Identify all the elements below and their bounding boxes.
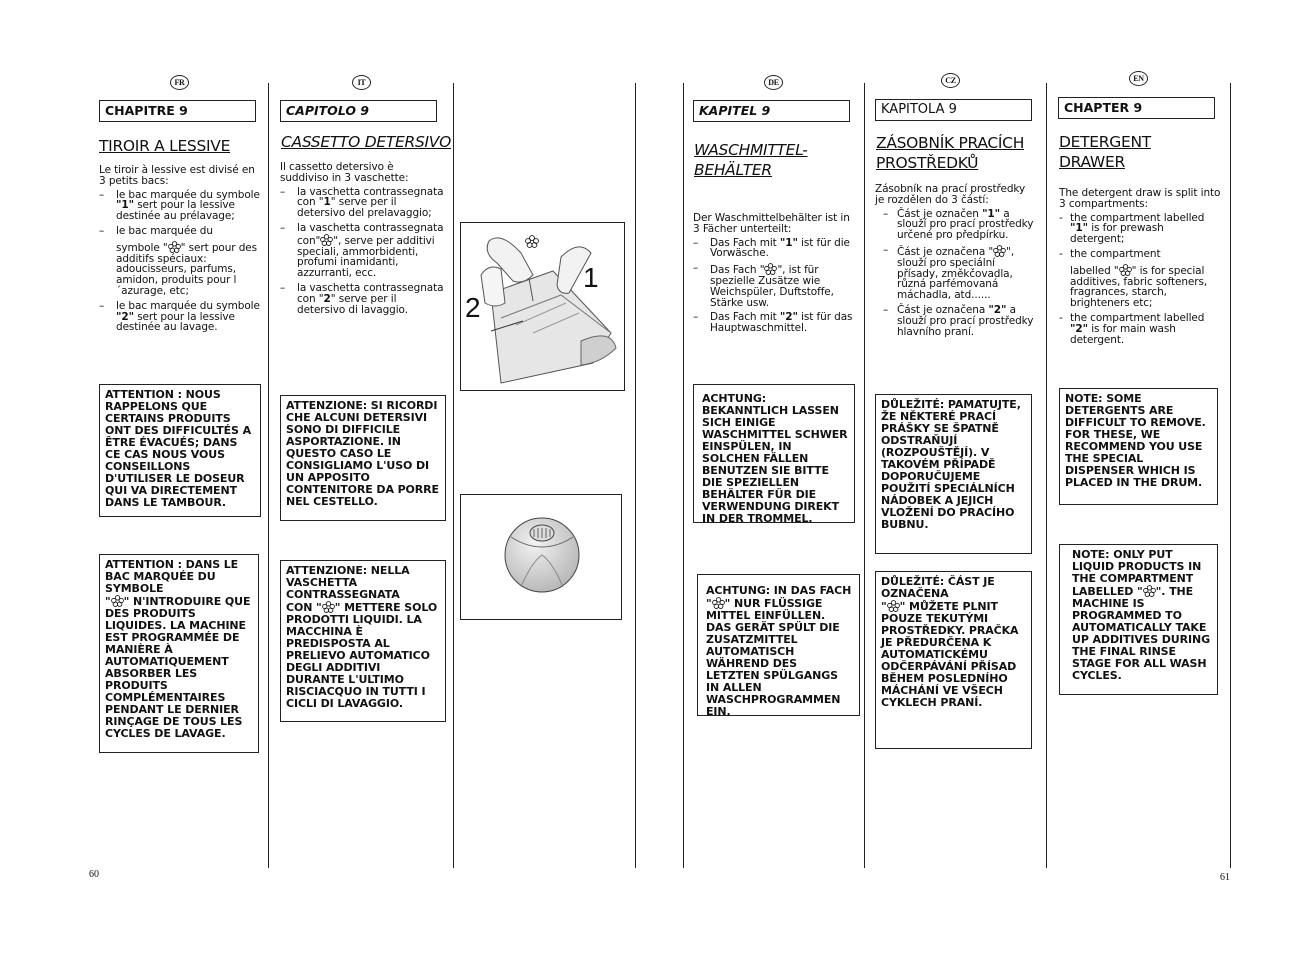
flower-symbol-icon (887, 600, 900, 612)
figure-label-2: 2 (465, 292, 481, 323)
list-item: – Das Fach " ", ist für spezielle Zusätze wie Weichspüler, Duftstoffe, Stärke usw. (693, 262, 834, 309)
chapter-heading-de: KAPITEL 9 (693, 100, 850, 122)
list-item: - the compartment labelled "2" is for main wash detergent. (1059, 311, 1205, 346)
warning-box-de-2: ACHTUNG: IN DAS FACH " " NUR FLÜSSIGE MITTEL EINFÜLLEN. DAS GERÄT SPÜLT DIE ZUSATZMITTEL AUTOMATISCH WÄHREND DES LETZTEN SPÜLGANGS IN ALLEN WASCHPROGRAMMEN EIN. (697, 574, 860, 716)
page-number-right: 61 (1220, 872, 1230, 883)
list-item: – le bac marquée du symbole "1" sert pour la lessive destinée au prélavage; (99, 188, 260, 223)
warning-box-cz-1: DŮLEŽITÉ: PAMATUJTE, ŽE NĚKTERÉ PRACÍ PRÁŠKY SE ŠPATNĚ ODSTRAŇUJÍ (ROZPOUŠTĚJÍ). V TAKOVÉM PŘÍPADĚ DOPORUČUJEME POUŽITÍ SPECIÁLNÍCH NÁDOBEK A JEJICH VLOŽENÍ DO PRACÍHO BUBNU. (875, 394, 1032, 554)
column-divider (683, 83, 684, 868)
dispenser-ball-illustration (460, 494, 622, 620)
column-divider (453, 83, 454, 868)
language-badge-en: EN (1129, 71, 1148, 86)
drawer-illustration (460, 222, 625, 391)
chapter-heading-it: CAPITOLO 9 (280, 100, 437, 122)
list-item: - the compartment labelled "1" is for prewash detergent; (1059, 211, 1205, 246)
column-divider (1046, 83, 1047, 868)
section-body-cz (875, 184, 1037, 341)
warning-box-it-2: ATTENZIONE: NELLA VASCHETTA CONTRASSEGNATA CON " " METTERE SOLO PRODOTTI LIQUIDI. LA MACCHINA È PREDISPOSTA AL PRELIEVO AUTOMATICO DEGLI ADDITIVI DURANTE L'ULTIMO RISCIACQUO IN TUTTI I CICLI DI LAVAGGIO. (280, 560, 446, 722)
list-item: – le bac marquée du symbole " " sert pour des additifs spéciaux: adoucisseurs, parfums, amidon, produits pour l´azurage, etc; (99, 224, 258, 297)
chapter-heading-fr: CHAPITRE 9 (99, 100, 256, 122)
warning-box-fr-2: ATTENTION : DANS LE BAC MARQUÉE DU SYMBOLE " " N'INTRODUIRE QUE DES PRODUITS LIQUIDES. LA MACHINE EST PROGRAMMÉE DE MANIÈRE À AUTOMATIQUEMENT ABSORBER LES PRODUITS COMPLÉMENTAIRES PENDANT LE DERNIER RINÇAGE DE TOUS LES CYCLES DE LAVAGE. (99, 554, 259, 753)
list-item: – la vaschetta contrassegnata con "1" serve per il detersivo del prelavaggio; (280, 185, 444, 220)
intro-text: Il cassetto detersivo è suddiviso in 3 vaschette: (280, 161, 409, 184)
column-divider (1230, 83, 1231, 868)
warning-box-fr-1: ATTENTION : NOUS RAPPELONS QUE CERTAINS PRODUITS ONT DES DIFFICULTÉS A ÊTRE ÉVACUÉS; DANS CE CAS NOUS VOUS CONSEILLONS D'UTILISER LE DOSEUR QUI VA DIRECTEMENT DANS LE TAMBOUR. (99, 384, 261, 517)
warning-box-en-2: NOTE: ONLY PUT LIQUID PRODUCTS IN THE COMPARTMENT LABELLED " ". THE MACHINE IS PROGRAMMED TO AUTOMATICALLY TAKE UP ADDITIVES DURING THE FINAL RINSE STAGE FOR ALL WASH CYCLES. (1059, 544, 1218, 695)
section-title-it: CASSETTO DETERSIVO (281, 133, 451, 151)
language-badge-de: DE (764, 75, 783, 90)
list-item: – Část je označena "2" a slouží pro prací prostředky hlavního praní. (883, 303, 1034, 338)
warning-box-cz-2: DŮLEŽITÉ: ČÁST JE OZNAČENA " " MŮŽETE PLNIT POUZE TEKUTÝMI PROSTŘEDKY. PRAČKA JE PŘEDURČENA K AUTOMATICKÉMU ODČERPÁVÁNÍ PŘÍSAD BĚHEM POSLEDNÍHO MÁCHÁNÍ VE VŠECH CYKLECH PRANÍ. (875, 571, 1032, 749)
section-body-fr (99, 165, 261, 337)
flower-symbol-icon (322, 601, 335, 613)
intro-text: Zásobník na prací prostředky je rozdělen do 3 částí: (875, 183, 1026, 206)
section-body-de (693, 213, 857, 338)
column-divider (268, 83, 269, 868)
list-item: - the compartment labelled " " is for special additives, fabric softeners, fragrances, starch, brighteners etc; (1059, 247, 1208, 310)
warning-box-it-1: ATTENZIONE: SI RICORDI CHE ALCUNI DETERSIVI SONO DI DIFFICILE ASPORTAZIONE. IN QUESTO CASO LE CONSIGLIAMO L'USO DI UN APPOSITO CONTENITORE DA PORRE NEL CESTELLO. (280, 395, 446, 521)
flower-symbol-icon (1143, 585, 1156, 597)
flower-symbol-icon (993, 245, 1006, 257)
page-number-left: 60 (89, 869, 99, 880)
flower-symbol-icon (111, 595, 124, 607)
list-item: – la vaschetta contrassegnata con "2" serve per il detersivo di lavaggio. (280, 281, 444, 316)
flower-symbol-icon (168, 241, 181, 253)
list-item: – le bac marquée du symbole "2" sert pour la lessive destinée au lavage. (99, 299, 260, 334)
language-badge-cz: CZ (941, 73, 960, 88)
list-item: – Das Fach mit "2" ist für das Hauptwaschmittel. (693, 311, 853, 335)
list-item: – la vaschetta contrassegnata con" ", serve per additivi speciali, ammorbidenti, profumi inamidanti, azzurranti, ecc. (280, 221, 444, 280)
dosing-ball-icon (461, 495, 621, 619)
chapter-heading-cz: KAPITOLA 9 (875, 99, 1032, 121)
warning-box-de-1: ACHTUNG: BEKANNTLICH LASSEN SICH EINIGE WASCHMITTEL SCHWER EINSPÜLEN, IN SOLCHEN FÄLLEN BENUTZEN SIE BITTE DIE SPEZIELLEN BEHÄLTER FÜR DIE VERWENDUNG DIREKT IN DER TROMMEL. (693, 384, 855, 523)
chapter-heading-en: CHAPTER 9 (1058, 97, 1215, 119)
section-title-fr: TIROIR A LESSIVE (99, 137, 231, 155)
flower-symbol-icon (1119, 264, 1132, 276)
section-title-cz: ZÁSOBNÍK PRACÍCH PROSTŘEDKŮ (876, 134, 1025, 172)
intro-text: Der Waschmittelbehälter ist in 3 Fächer unterteilt: (693, 212, 850, 235)
section-body-it (280, 162, 445, 319)
language-badge-it: IT (352, 75, 371, 90)
list-item: – Das Fach mit "1" ist für die Vorwäsche. (693, 236, 850, 260)
section-body-en (1059, 188, 1221, 349)
figure-label-1: 1 (583, 262, 599, 293)
flower-symbol-icon (712, 597, 725, 609)
flower-symbol-icon (320, 234, 333, 246)
detergent-drawer-icon (461, 223, 624, 390)
warning-box-en-1: NOTE: SOME DETERGENTS ARE DIFFICULT TO REMOVE. FOR THESE, WE RECOMMEND YOU USE THE SPECIAL DISPENSER WHICH IS PLACED IN THE DRUM. (1059, 388, 1218, 505)
list-item: – Část je označena " ", slouží pro speciální přísady, změkčovadla, různá parfémovaná máchadla, atd...... (883, 243, 1015, 302)
intro-text: Le tiroir à lessive est divisé en 3 petits bacs: (99, 164, 255, 187)
list-item: – Část je označen "1" a slouží pro prací prostředky určené pro předpírku. (883, 207, 1034, 242)
column-divider (635, 83, 636, 868)
column-divider (864, 83, 865, 868)
section-title-en: DETERGENT DRAWER (1059, 133, 1151, 171)
intro-text: The detergent draw is split into 3 compartments: (1059, 187, 1221, 210)
section-title-de: WASCHMITTEL- BEHÄLTER (694, 141, 808, 179)
language-badge-fr: FR (170, 75, 189, 90)
flower-symbol-icon (764, 263, 777, 275)
